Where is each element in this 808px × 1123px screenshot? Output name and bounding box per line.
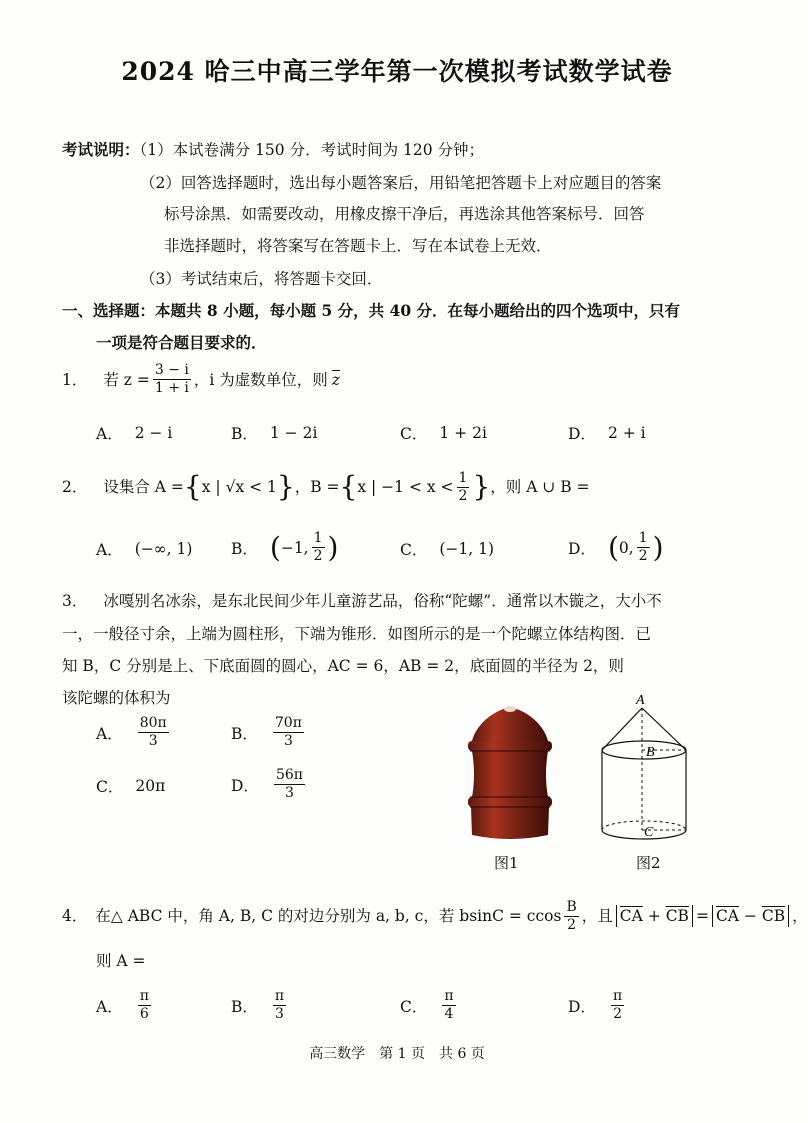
q1-option-d[interactable]: D． 2 + i [568, 424, 646, 443]
q4-option-d[interactable]: D． $\frac{\pi}{2}$ [568, 988, 623, 1022]
q3-option-a[interactable]: A． $\frac{80\pi}{3}$ [96, 715, 167, 749]
q1-option-c[interactable]: C． 1 + 2i [400, 424, 487, 443]
q2-option-b[interactable]: B． ( −1, $\frac{1}{2}$ ) [231, 530, 339, 564]
q4-line-2: 则 A = [96, 952, 146, 970]
q2-option-c[interactable]: C． (−1, 1) [400, 540, 495, 559]
question-4: 4． 在△ ABC 中，角 A, B, C 的对边分别为 a, b, c，若 bsinC = ccos $\frac{B}{2}$ ，且 $\overline{CA} + \overline{CB}$ = $\overline{CA} - \overline{CB}$ ， [62, 898, 808, 933]
instructions-line-5: （3）考试结束后，将答题卡交回． [140, 270, 383, 288]
question-number: 3． [62, 592, 88, 610]
page-title: 2024 哈三中高三学年第一次模拟考试数学试卷 [121, 57, 673, 86]
q1-option-b[interactable]: B． 1 − 2i [231, 424, 318, 443]
q3-line-3: 知 B，C 分别是上、下底面圆的圆心，AC = 6，AB = 2，底面圆的半径为 2，则 [62, 657, 624, 675]
q3-line-2: 一，一般径寸余，上端为圆柱形，下端为锥形．如图所示的是一个陀螺立体结构图．已 [62, 625, 652, 643]
q3-option-c[interactable]: C． 20π [96, 777, 166, 796]
figure-2-caption: 图2 [636, 854, 661, 872]
question-1: 1． 若 z = $\frac{3 - i}{1 + i}$ ，i 为虚数单位，则 $\overline{z}$ [62, 362, 340, 396]
q2-option-a[interactable]: A． (−∞, 1) [96, 540, 193, 559]
instructions-line-2: （2）回答选择题时，选出每小题答案后，用铅笔把答题卡上对应题目的答案 [140, 174, 662, 192]
cone-cylinder-diagram [592, 690, 702, 845]
label-c: C [644, 825, 654, 840]
q4-option-a[interactable]: A． $\frac{\pi}{6}$ [96, 988, 149, 1022]
section-heading-line-1: 一、选择题：本题共 8 小题，每小题 5 分，共 40 分．在每小题给出的四个选项中，只有 [62, 301, 681, 320]
z-conjugate: $\overline{z}$ [331, 370, 340, 389]
question-number: 1． [62, 370, 88, 389]
fraction: $\frac{3 - i}{1 + i}$ [154, 362, 189, 396]
page-footer: 高三数学 第 1 页 共 6 页 [309, 1046, 485, 1062]
instructions-line-4: 非选择题时，将答案写在答题卡上．写在本试卷上无效． [164, 237, 552, 255]
instructions-line-1: 考试说明：（1）本试卷满分 150 分．考试时间为 120 分钟； [62, 140, 485, 159]
figure-1-caption: 图1 [494, 854, 519, 872]
question-2: 2． 设集合 A = { x | √x < 1 } ，B = { x | −1 < x < $\frac{1}{2}$ } ，则 A ∪ B = [62, 469, 590, 504]
q3-line-1: 3． 冰嘎别名冰尜，是东北民间少年儿童游艺品，俗称“陀螺”．通常以木镟之，大小不 [62, 592, 662, 610]
q3-option-d[interactable]: D． $\frac{56\pi}{3}$ [231, 767, 303, 801]
instructions-label: 考试说明： [62, 140, 140, 159]
fraction: $\frac{1}{2}$ [458, 469, 468, 504]
q1-option-a[interactable]: A． 2 − i [96, 424, 173, 443]
instructions-line-3: 标号涂黑．如需要改动，用橡皮擦干净后，再选涂其他答案标号．回答 [164, 205, 645, 223]
question-number: 4． [62, 907, 88, 925]
label-a: A [636, 693, 645, 708]
q3-option-b[interactable]: B． $\frac{70\pi}{3}$ [231, 715, 302, 749]
q4-option-b[interactable]: B． $\frac{\pi}{3}$ [231, 988, 285, 1022]
question-number: 2． [62, 478, 88, 496]
spinning-top-photo [462, 705, 558, 841]
section-heading-line-2: 一项是符合题目要求的． [96, 333, 267, 352]
label-b: B [646, 745, 655, 760]
q4-option-c[interactable]: C． $\frac{\pi}{4}$ [400, 988, 454, 1022]
q2-option-d[interactable]: D． ( 0, $\frac{1}{2}$ ) [568, 530, 664, 564]
q3-line-4: 该陀螺的体积为 [62, 689, 171, 707]
